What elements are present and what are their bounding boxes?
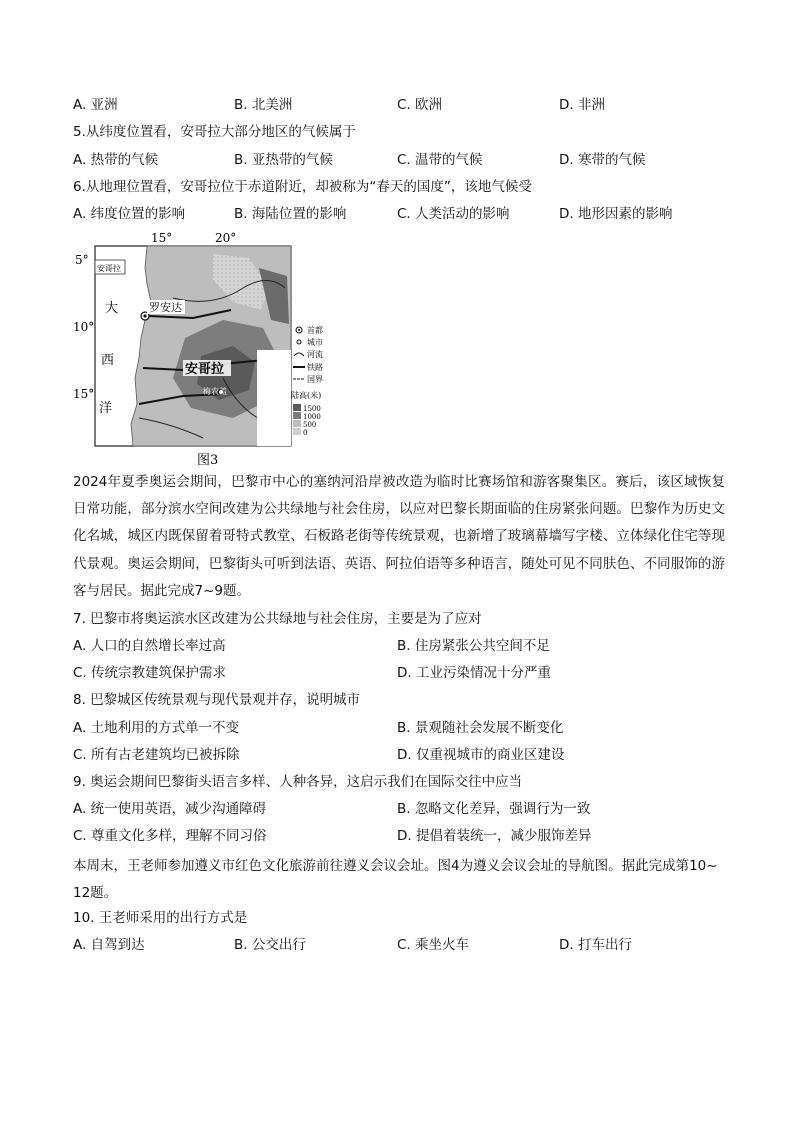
- lon-label-15: 15°: [151, 231, 173, 245]
- figure-caption: 图3: [197, 453, 219, 468]
- capital-label: 罗安达: [149, 301, 182, 314]
- legend-elev-title: 陆高(米): [291, 391, 322, 400]
- legend-elev-500-label: 500: [303, 421, 317, 429]
- country-label: 安哥拉: [185, 362, 225, 377]
- legend-elev-1000-label: 1000: [303, 413, 321, 421]
- legend-city: 城市: [307, 338, 323, 347]
- q7-options-row2: [73, 663, 733, 683]
- q7-option-c: C. 传统宗教建筑保护需求: [73, 665, 227, 681]
- q6-option-d: D. 地形因素的影响: [559, 206, 673, 222]
- q10-stem: 10. 王老师采用的出行方式是: [73, 910, 248, 926]
- q8-option-c: C. 所有古老建筑均已被拆除: [73, 747, 240, 763]
- north-label: 安哥拉: [97, 264, 121, 273]
- q8-options-row2: [73, 745, 733, 765]
- q7-options-row1: [73, 636, 733, 656]
- q7-stem: 7. 巴黎市将奥运滨水区改建为公共绿地与社会住房，主要是为了应对: [73, 611, 482, 627]
- q5-option-b: B. 亚热带的气候: [234, 152, 333, 168]
- q9-option-d: D. 提倡着装统一，减少服饰差异: [397, 828, 592, 844]
- q5-option-d: D. 寒带的气候: [559, 152, 646, 168]
- q9-option-c: C. 尊重文化多样，理解不同习俗: [73, 828, 267, 844]
- q6-option-a: A. 纬度位置的影响: [73, 206, 186, 222]
- ocean-char-1: 大: [105, 301, 119, 316]
- q7-option-d: D. 工业污染情况十分严重: [397, 665, 551, 681]
- q8-option-d: D. 仅重视城市的商业区建设: [397, 747, 565, 763]
- q10-options: [73, 935, 733, 955]
- lat-label-15: 15°: [73, 387, 95, 401]
- q9-option-a: A. 统一使用英语，减少沟通障碍: [73, 801, 267, 817]
- passage-paris: 2024年夏季奥运会期间，巴黎市中心的塞纳河沿岸被改造为临时比赛场馆和游客聚集区。赛后，该区域恢复日常功能，部分滨水空间改建为公共绿地与社会住房，以应对巴黎长期面临的住房紧张问题。巴黎作为历史文化名城，城区内既保留着哥特式教堂、石板路老街等传统景观，也新增了玻璃幕墙写字楼、立体绿化住宅等现代景观。奥运会期间，巴黎街头可听到法语、英语、阿拉伯语等多种语言，随处可见不同肤色、不同服饰的游客与居民。据此完成7~9题。: [73, 474, 725, 599]
- legend-elev-1500-label: 1500: [303, 405, 321, 413]
- q9-stem: 9. 奥运会期间巴黎街头语言多样、人种各异，这启示我们在国际交往中应当: [73, 774, 523, 790]
- q10-option-d: D. 打车出行: [559, 937, 632, 953]
- legend-elev-500: [293, 420, 301, 427]
- q9-options-row2: [73, 826, 733, 846]
- q8-option-b: B. 景观随社会发展不断变化: [397, 720, 564, 736]
- passage-zunyi: 本周末，王老师参加遵义市红色文化旅游前往遵义会议会址。图4为遵义会议会址的导航图。据此完成第10~12题。: [73, 858, 718, 901]
- legend-elev-0: [293, 428, 301, 435]
- legend-elev-1500: [293, 404, 301, 411]
- q9-option-b: B. 忽略文化差异，强调行为一致: [397, 801, 591, 817]
- lat-label-5: 5°: [75, 253, 89, 267]
- q4-option-b: B. 北美洲: [234, 97, 293, 113]
- q5-option-c: C. 温带的气候: [397, 152, 483, 168]
- lat-label-10: 10°: [73, 320, 95, 334]
- angola-map-figure: [73, 228, 325, 468]
- legend-elev-1000: [293, 412, 301, 419]
- q6-stem: 6.从地理位置看，安哥拉位于赤道附近，却被称为“春天的国度”，该地气候受: [73, 179, 532, 195]
- legend-river-icon: [294, 353, 304, 356]
- legend-box: [257, 350, 291, 446]
- q6-option-b: B. 海陆位置的影响: [234, 206, 347, 222]
- q9-options-row1: [73, 799, 733, 819]
- q6-options: [73, 204, 733, 224]
- q4-options: [73, 95, 733, 115]
- q4-option-a: A. 亚洲: [73, 97, 118, 113]
- legend-border: 国界: [307, 375, 323, 384]
- legend: [291, 325, 323, 437]
- q7-option-a: A. 人口的自然增长率过高: [73, 638, 226, 654]
- q8-option-a: A. 土地利用的方式单一不变: [73, 720, 240, 736]
- q5-options: [73, 150, 733, 170]
- q4-option-c: C. 欧洲: [397, 97, 443, 113]
- legend-elev-0-label: 0: [303, 429, 308, 437]
- q10-option-a: A. 自驾到达: [73, 937, 145, 953]
- lon-label-20: 20°: [215, 231, 237, 245]
- q8-options-row1: [73, 718, 733, 738]
- q4-option-d: D. 非洲: [559, 97, 605, 113]
- legend-railway: 铁路: [307, 363, 323, 372]
- q10-option-b: B. 公交出行: [234, 937, 306, 953]
- legend-capital: 首都: [307, 326, 323, 335]
- legend-river: 河流: [307, 350, 323, 359]
- q5-stem: 5.从纬度位置看，安哥拉大部分地区的气候属于: [73, 124, 356, 140]
- ocean-char-3: 洋: [99, 401, 113, 416]
- q5-option-a: A. 热带的气候: [73, 152, 159, 168]
- city-label: 梅农盖: [203, 387, 227, 396]
- q10-option-c: C. 乘坐火车: [397, 937, 470, 953]
- ocean-char-2: 西: [101, 353, 115, 368]
- q7-option-b: B. 住房紧张公共空间不足: [397, 638, 550, 654]
- q8-stem: 8. 巴黎城区传统景观与现代景观并存，说明城市: [73, 692, 361, 708]
- legend-city-icon: [297, 340, 301, 344]
- q6-option-c: C. 人类活动的影响: [397, 206, 510, 222]
